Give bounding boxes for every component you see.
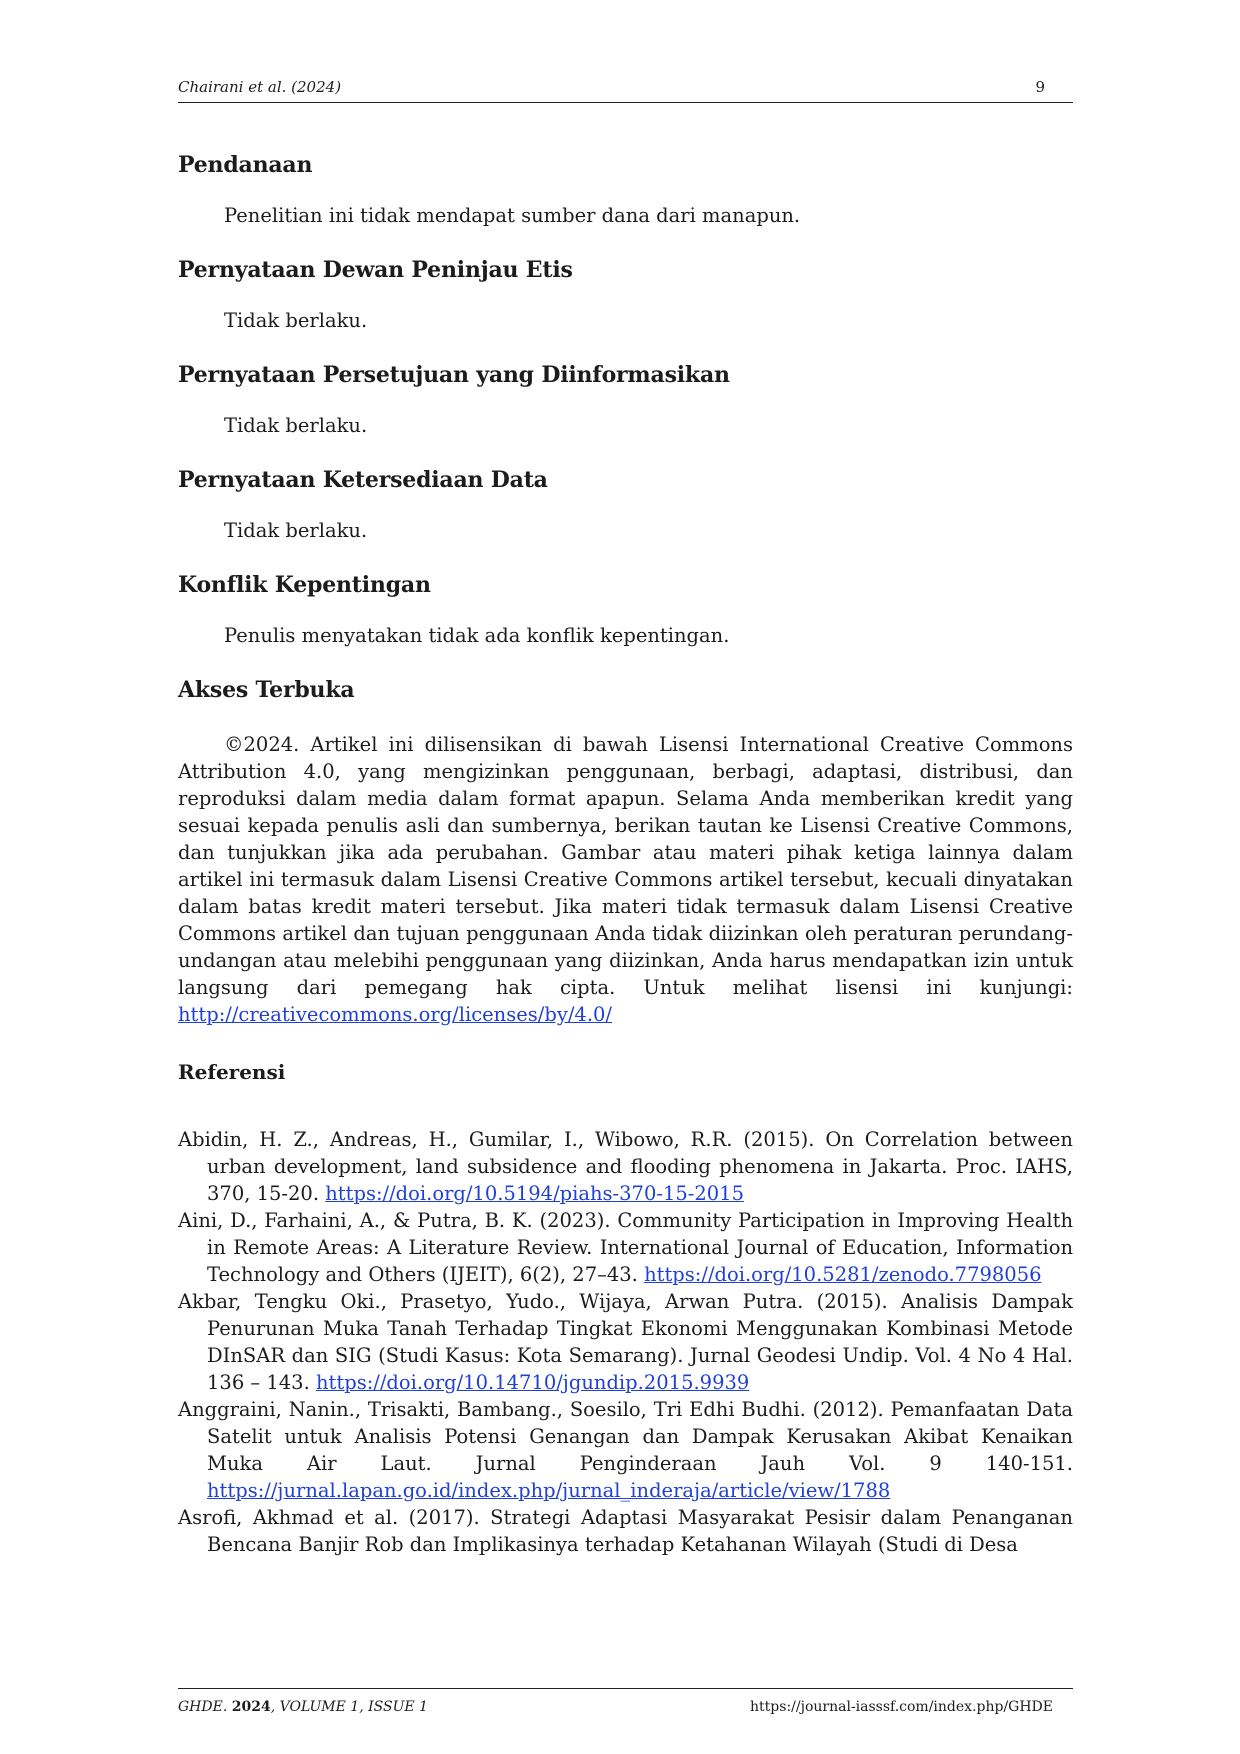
section-text: Tidak berlaku. xyxy=(224,309,368,332)
reference-doi-link[interactable]: https://doi.org/10.5281/zenodo.7798056 xyxy=(644,1263,1042,1286)
reference-doi-link[interactable]: https://doi.org/10.14710/jgundip.2015.9939 xyxy=(315,1371,750,1394)
license-body: ©2024. Artikel ini dilisensikan di bawah Lisensi International Creative Commons Attribution 4.0, yang mengizinkan penggunaan, berbagi, adaptasi, distribusi, dan reproduksi dalam media dalam format apapun. Selama Anda memberikan kredit yang sesuai kepada penulis asli dan sumbernya, berikan tautan ke Lisensi Creative Commons, dan tunjukkan jika ada perubahan. Gambar atau materi pihak ketiga lainnya dalam artikel ini termasuk dalam Lisensi Creative Commons artikel tersebut, kecuali dinyatakan dalam batas kredit materi tersebut. Jika materi tidak termasuk dalam Lisensi Creative Commons artikel dan tujuan penggunaan Anda tidak diizinkan oleh peraturan perundang-undangan atau melebihi penggunaan yang diizinkan, Anda harus mendapatkan izin untuk langsung dari pemegang hak cipta. Untuk melihat lisensi ini kunjungi: xyxy=(178,733,1073,999)
section-title: Konflik Kepentingan xyxy=(178,572,431,598)
reference-item xyxy=(178,1207,1073,1288)
page-number: 9 xyxy=(1035,78,1045,96)
section-conflict xyxy=(178,570,1073,649)
journal-year: 2024 xyxy=(231,1699,271,1715)
reference-item xyxy=(178,1504,1073,1558)
section-data-availability xyxy=(178,465,1073,544)
reference-url-link[interactable]: https://jurnal.lapan.go.id/index.php/jurnal_inderaja/article/view/1788 xyxy=(207,1479,891,1502)
section-text: Penelitian ini tidak mendapat sumber dana dari manapun. xyxy=(224,204,801,227)
section-ethics xyxy=(178,255,1073,334)
reference-text: Abidin, H. Z., Andreas, H., Gumilar, I., Wibowo, R.R. (2015). On Correlation between urban development, land subsidence and flooding phenomena in Jakarta. Proc. IAHS, 370, 15-20. xyxy=(178,1128,1073,1205)
section-consent xyxy=(178,360,1073,439)
section-title: Pernyataan Ketersediaan Data xyxy=(178,467,548,493)
page-footer xyxy=(178,1688,1073,1719)
reference-text: Anggraini, Nanin., Trisakti, Bambang., Soesilo, Tri Edhi Budhi. (2012). Pemanfaatan Data Satelit untuk Analisis Potensi Genangan dan Dampak Kerusakan Akibat Kenaikan Muka Air Laut. Jurnal Penginderaan Jauh Vol. 9 140-151. xyxy=(178,1398,1073,1475)
section-title: Pernyataan Dewan Peninjau Etis xyxy=(178,257,573,283)
journal-volume: , VOLUME 1, ISSUE 1 xyxy=(270,1699,428,1715)
reference-item xyxy=(178,1126,1073,1207)
section-title: Pernyataan Persetujuan yang Diinformasikan xyxy=(178,362,730,388)
running-head-authors: Chairani et al. (2024) xyxy=(178,78,342,96)
journal-url: https://journal-iasssf.com/index.php/GHDE xyxy=(750,1699,1053,1715)
reference-doi-link[interactable]: https://doi.org/10.5194/piahs-370-15-2015 xyxy=(325,1182,744,1205)
page-header xyxy=(178,78,1073,103)
references-title: Referensi xyxy=(178,1060,286,1084)
reference-list xyxy=(178,1126,1073,1558)
reference-item xyxy=(178,1396,1073,1504)
section-text: Tidak berlaku. xyxy=(224,414,368,437)
reference-text: Aini, D., Farhaini, A., & Putra, B. K. (2023). Community Participation in Improving Health in Remote Areas: A Literature Review. International Journal of Education, Information Technology and Others (IJEIT), 6(2), 27–43. xyxy=(178,1209,1073,1286)
journal-name: GHDE. xyxy=(178,1699,232,1715)
journal-citation xyxy=(178,1699,428,1715)
section-open-access xyxy=(178,675,1073,1028)
article-body xyxy=(178,150,1073,1558)
license-text xyxy=(178,731,1073,1028)
section-funding xyxy=(178,150,1073,229)
section-title: Pendanaan xyxy=(178,152,313,178)
reference-text: Asrofi, Akhmad et al. (2017). Strategi Adaptasi Masyarakat Pesisir dalam Penanganan Bencana Banjir Rob dan Implikasinya terhadap Ketahanan Wilayah (Studi di Desa xyxy=(178,1506,1073,1556)
section-title: Akses Terbuka xyxy=(178,677,355,703)
license-link[interactable]: http://creativecommons.org/licenses/by/4.0/ xyxy=(178,1003,612,1026)
reference-item xyxy=(178,1288,1073,1396)
section-text: Tidak berlaku. xyxy=(224,519,368,542)
section-text: Penulis menyatakan tidak ada konflik kepentingan. xyxy=(224,624,730,647)
reference-text: Akbar, Tengku Oki., Prasetyo, Yudo., Wijaya, Arwan Putra. (2015). Analisis Dampak Penurunan Muka Tanah Terhadap Tingkat Ekonomi Menggunakan Kombinasi Metode DInSAR dan SIG (Studi Kasus: Kota Semarang). Jurnal Geodesi Undip. Vol. 4 No 4 Hal. 136 – 143. xyxy=(178,1290,1073,1394)
